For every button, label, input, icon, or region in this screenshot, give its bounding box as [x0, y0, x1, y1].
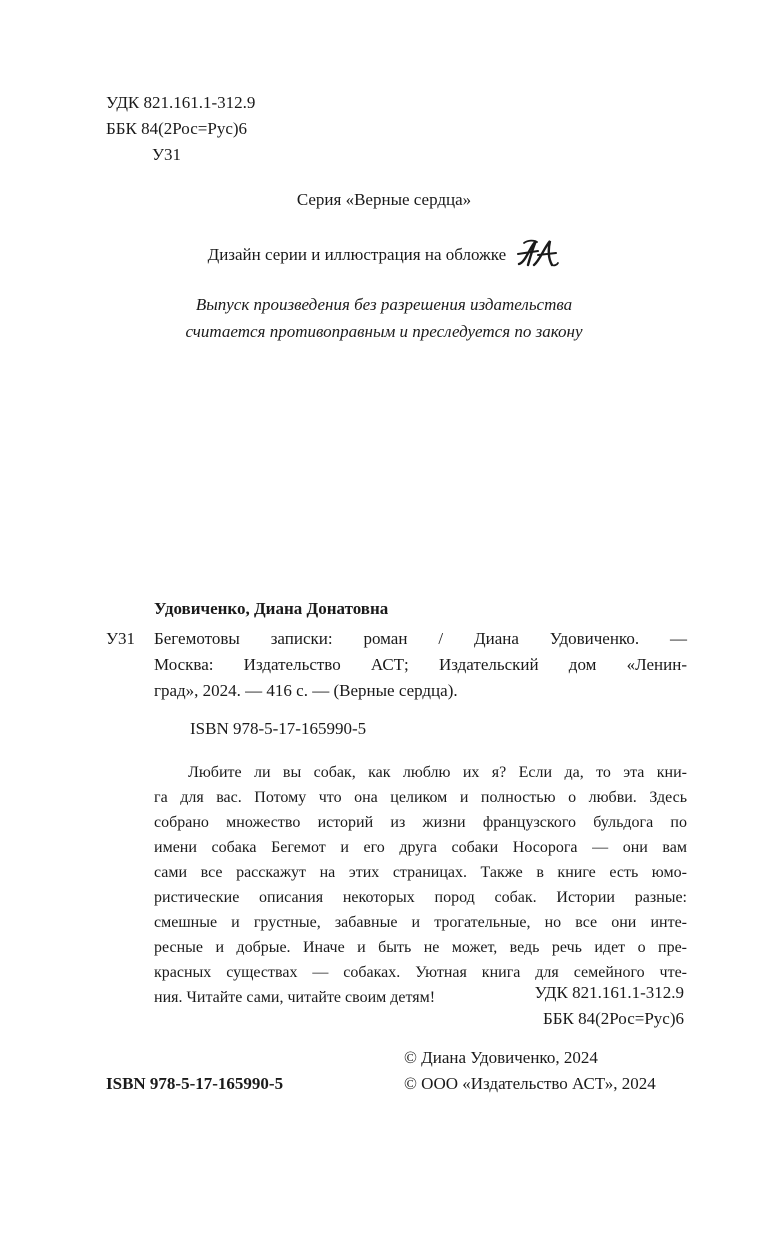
annotation-line: красных существах — собаках. Уютная книга для семейного чте- — [154, 964, 687, 981]
isbn-bottom: ISBN 978-5-17-165990-5 — [106, 1074, 284, 1093]
bibliographic-code: У31 — [106, 629, 136, 648]
udk-code: УДК 821.161.1-312.9 — [534, 983, 684, 1002]
annotation-line: ния. Читайте сами, читайте своим детям! — [154, 989, 436, 1006]
bibliographic-line: град», 2024. — 416 с. — (Верные сердца). — [154, 681, 458, 700]
annotation-line: Любите ли вы собак, как люблю их я? Если да, то эта кни- — [188, 764, 687, 781]
author-name: Удовиченко, Диана Донатовна — [154, 599, 389, 618]
series-title: Серия «Верные сердца» — [296, 190, 472, 209]
annotation-line: собрано множество историй из жизни французского бульдога по — [154, 814, 687, 831]
annotation-line: сами все расскажут на этих страницах. Также в книге есть юмо- — [154, 864, 687, 881]
annotation-line: имени собака Бегемот и его друга собаки Носорога — они вам — [154, 839, 687, 856]
bibliographic-line: Бегемотовы записки: роман / Диана Удовиченко. — — [154, 629, 687, 648]
annotation-line: ресные и добрые. Иначе и быть не может, ведь речь идет о пре- — [154, 939, 687, 956]
designer-monogram-icon — [516, 238, 560, 268]
warning-line: Выпуск произведения без разрешения издательства — [195, 295, 573, 314]
copyright-publisher: © ООО «Издательство АСТ», 2024 — [404, 1074, 656, 1093]
author-code: У31 — [152, 145, 182, 164]
bibliographic-record — [154, 626, 687, 704]
annotation-line: ристические описания некоторых пород собак. Истории разные: — [154, 889, 687, 906]
design-credit-text: Дизайн серии и иллюстрация на обложке — [207, 244, 507, 264]
copyright-author: © Диана Удовиченко, 2024 — [404, 1048, 598, 1067]
bbk-code: ББК 84(2Рос=Рус)6 — [542, 1009, 684, 1028]
annotation-line: га для вас. Потому что она целиком и полностью о любви. Здесь — [154, 789, 687, 806]
bbk-code: ББК 84(2Рос=Рус)6 — [106, 119, 248, 138]
bibliographic-line: Москва: Издательство АСТ; Издательский дом «Ленин- — [154, 655, 687, 674]
annotation-line: смешные и грустные, забавные и трогательные, но все они инте- — [154, 914, 687, 931]
copyright-warning — [0, 291, 768, 345]
design-credit — [0, 241, 768, 271]
isbn: ISBN 978-5-17-165990-5 — [190, 719, 367, 738]
annotation — [154, 760, 687, 1010]
warning-line: считается противоправным и преследуется по закону — [185, 322, 583, 341]
udk-code: УДК 821.161.1-312.9 — [106, 93, 256, 112]
